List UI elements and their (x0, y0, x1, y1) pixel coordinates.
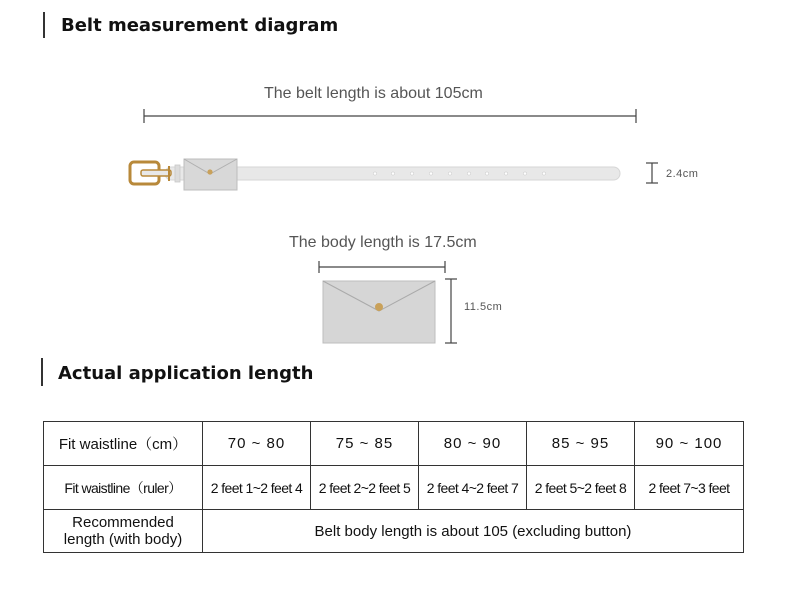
belt-width-indicator (642, 160, 662, 186)
body-length-dimension-line (316, 258, 448, 276)
section-divider-bar (41, 358, 43, 386)
recommended-label-line2: length (with body) (63, 531, 183, 548)
row-label-cm: Fit waistline（cm） (44, 422, 203, 466)
row-label-recommended (44, 510, 203, 553)
table-cell: 80 ~ 90 (419, 422, 527, 466)
belt-width-label: 2.4cm (666, 168, 699, 180)
table-cell: 75 ~ 85 (311, 422, 419, 466)
table-cell: 70 ~ 80 (203, 422, 311, 466)
belt-length-dimension-line (140, 106, 642, 126)
belt-illustration (125, 154, 625, 194)
body-length-label: The body length is 17.5cm (289, 234, 477, 251)
diagram-section-title: Belt measurement diagram (61, 15, 339, 36)
recommended-label-line1: Recommended (72, 514, 174, 531)
table-cell: 2 feet 2~2 feet 5 (311, 466, 419, 510)
table-row (44, 466, 744, 510)
table-cell: 85 ~ 95 (527, 422, 635, 466)
table-cell: 2 feet 1~2 feet 4 (203, 466, 311, 510)
row-label-ruler: Fit waistline（ruler） (44, 466, 203, 510)
application-section-title: Actual application length (58, 363, 314, 384)
table-cell: 2 feet 4~2 feet 7 (419, 466, 527, 510)
table-row (44, 510, 744, 553)
recommended-value: Belt body length is about 105 (excluding button) (203, 510, 744, 553)
table-cell: 2 feet 5~2 feet 8 (527, 466, 635, 510)
pouch-snap-icon (375, 303, 383, 311)
table-row (44, 422, 744, 466)
belt-buckle-icon (130, 162, 171, 184)
mini-pouch-icon (184, 159, 237, 190)
body-height-indicator (441, 276, 461, 346)
belt-length-label: The belt length is about 105cm (264, 85, 483, 102)
section-divider-bar (43, 12, 45, 38)
table-cell: 2 feet 7~3 feet (635, 466, 744, 510)
table-cell: 90 ~ 100 (635, 422, 744, 466)
size-table (43, 421, 744, 553)
body-height-label: 11.5cm (464, 301, 503, 313)
pouch-illustration (322, 280, 438, 346)
